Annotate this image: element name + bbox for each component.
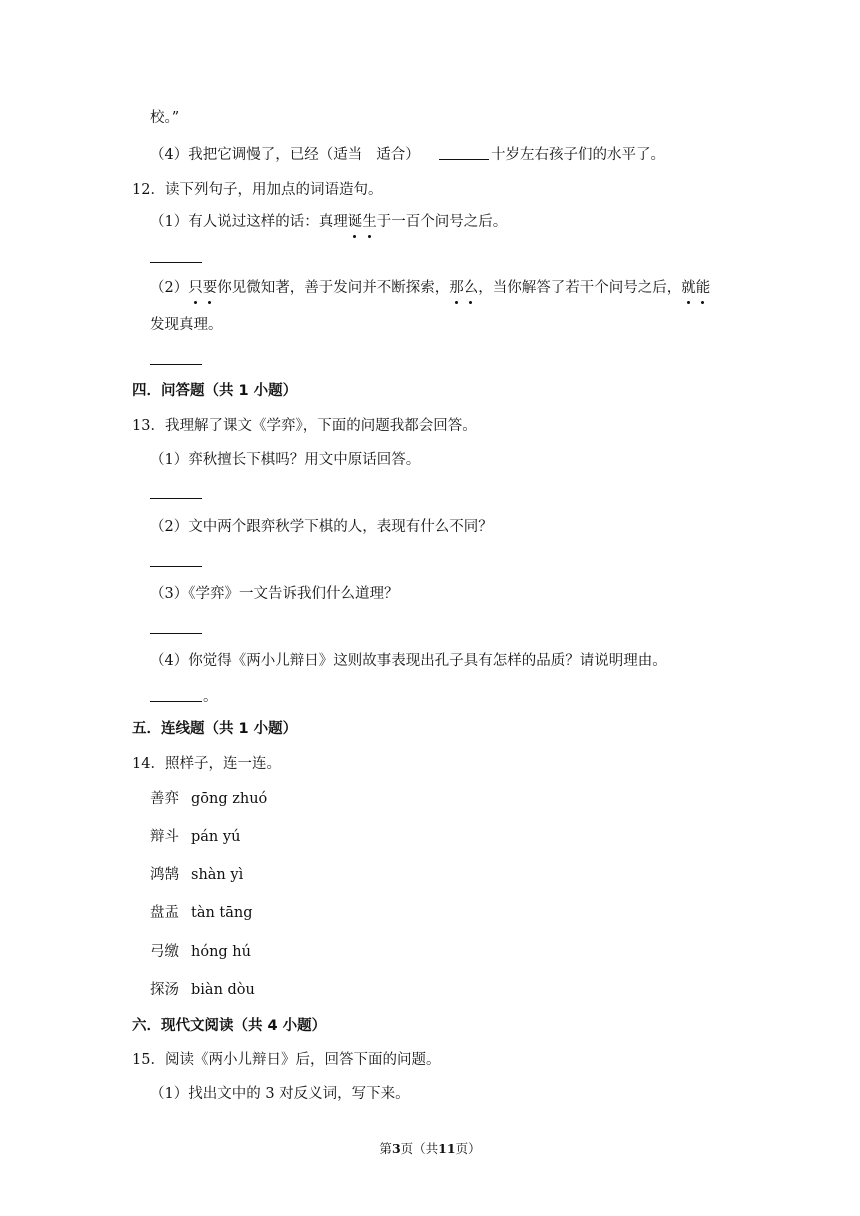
emphasis-dot-char: 要 — [202, 280, 218, 296]
question-12-2: （2）只要你见微知著，善于发问并不断探索，那么，当你解答了若干个问号之后，就能 — [150, 280, 711, 296]
section-heading-4: 四．问答题（共 1 小题） — [132, 383, 298, 399]
question-12-1: （1）有人说过这样的话：真理诞生于一百个问号之后。 — [150, 214, 508, 230]
page-number: 3 — [391, 1141, 401, 1156]
emphasis-dot-char: 诞 — [347, 214, 363, 230]
question-13-3: （3）《学弈》一文告诉我们什么道理？ — [150, 586, 399, 602]
match-pinyin[interactable]: hóng hú — [191, 944, 251, 960]
match-row — [150, 789, 267, 809]
match-row — [150, 903, 253, 923]
match-word[interactable]: 盘盂 — [150, 905, 179, 921]
question-11-4-tail: 十岁左右孩子们的水平了。 — [491, 147, 665, 163]
emphasis-dot-char: 只 — [188, 280, 203, 296]
answer-blank[interactable] — [150, 262, 202, 263]
match-word[interactable]: 辩斗 — [150, 829, 179, 845]
question-15: 15．阅读《两小儿辩日》后，回答下面的问题。 — [132, 1052, 441, 1068]
match-word[interactable]: 善弈 — [150, 791, 179, 807]
match-pinyin[interactable]: tàn tāng — [191, 905, 253, 921]
question-12: 12．读下列句子，用加点的词语造句。 — [132, 182, 383, 198]
question-12-2-cont: 发现真理。 — [150, 317, 223, 333]
match-word[interactable]: 探汤 — [150, 982, 179, 998]
question-11-4: （4）我把它调慢了，已经（适当 适合） — [150, 147, 420, 163]
answer-blank[interactable] — [439, 159, 489, 160]
match-pinyin[interactable]: biàn dòu — [191, 982, 255, 998]
emphasis-dot-char: 生 — [362, 214, 377, 230]
question-13-1: （1）弈秋擅长下棋吗？用文中原话回答。 — [150, 452, 421, 468]
answer-blank[interactable] — [150, 633, 202, 634]
question-14: 14．照样子，连一连。 — [132, 756, 281, 772]
answer-blank[interactable] — [150, 498, 202, 499]
answer-blank[interactable] — [150, 701, 202, 702]
page-footer: 第3页（共11页） — [379, 1141, 481, 1156]
period-mark: 。 — [203, 689, 218, 705]
match-row — [150, 942, 251, 962]
text-line: 校。” — [150, 110, 180, 126]
match-word[interactable]: 鸿鹄 — [150, 867, 179, 883]
section-heading-5: 五．连线题（共 1 小题） — [132, 721, 298, 737]
question-15-1: （1）找出文中的 3 对反义词，写下来。 — [150, 1086, 410, 1102]
emphasis-dot-char: 么 — [463, 280, 479, 296]
match-row — [150, 827, 240, 847]
question-13-4: （4）你觉得《两小儿辩日》这则故事表现出孔子具有怎样的品质？请说明理由。 — [150, 653, 667, 669]
emphasis-dot-char: 就 — [681, 280, 696, 296]
question-13-2: （2）文中两个跟弈秋学下棋的人，表现有什么不同？ — [150, 519, 493, 535]
answer-blank[interactable] — [150, 566, 202, 567]
answer-blank[interactable] — [150, 364, 202, 365]
match-pinyin[interactable]: gōng zhuó — [191, 791, 268, 807]
section-heading-6: 六．现代文阅读（共 4 小题） — [132, 1018, 327, 1034]
match-row — [150, 865, 243, 885]
question-13: 13．我理解了课文《学弈》，下面的问题我都会回答。 — [132, 418, 477, 434]
match-pinyin[interactable]: shàn yì — [191, 867, 244, 883]
match-pinyin[interactable]: pán yú — [191, 829, 241, 845]
page-total: 11 — [438, 1141, 456, 1156]
emphasis-dot-char: 能 — [695, 280, 711, 296]
match-row — [150, 980, 255, 1000]
match-word[interactable]: 弓缴 — [150, 944, 179, 960]
emphasis-dot-char: 那 — [449, 280, 464, 296]
